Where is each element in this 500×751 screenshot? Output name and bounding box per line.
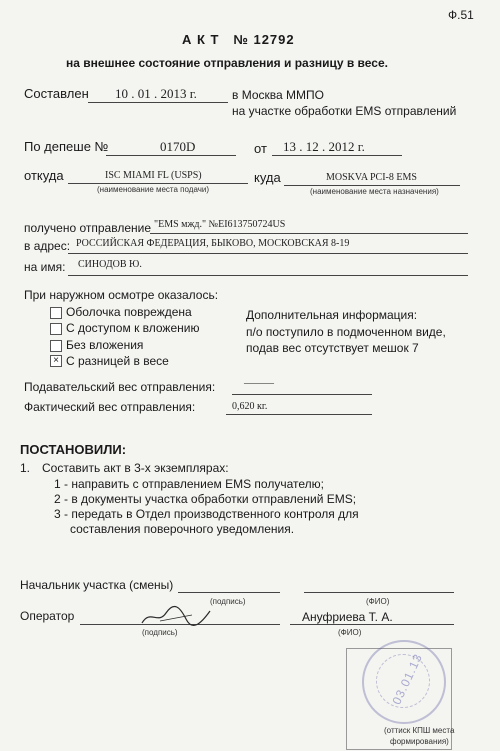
option-empty-label: Без вложения: [66, 338, 144, 352]
declared-weight-label: Подавательский вес отправления:: [24, 380, 216, 394]
address-label: в адрес:: [24, 239, 71, 253]
route-from-value: ISC MIAMI FL (USPS): [105, 170, 202, 181]
dispatch-number: 0170D: [160, 139, 196, 154]
act-number: 12792: [253, 32, 295, 47]
chief-fio-line: [304, 592, 454, 593]
declared-weight-value: ———: [244, 378, 274, 389]
received-line: [150, 233, 468, 234]
route-to-label: куда: [254, 170, 281, 185]
operator-sign-caption: (подпись): [142, 628, 178, 637]
extra-info-line1: п/о поступило в подмоченном виде,: [246, 325, 446, 339]
resolution-item1-num: 1.: [20, 461, 31, 475]
composed-date-line: [88, 102, 228, 103]
route-to-line: [284, 185, 460, 186]
inspection-heading: При наружном осмотре оказалось:: [24, 288, 219, 302]
route-from-label: откуда: [24, 168, 64, 183]
option-weight-diff-label: С разницей в весе: [66, 354, 169, 368]
operator-label: Оператор: [20, 609, 75, 623]
name-line: [68, 275, 468, 276]
received-label: получено отправление: [24, 221, 152, 235]
act-word: А К Т: [182, 32, 220, 47]
route-to-value: MOSKVA PCI-8 EMS: [326, 172, 417, 183]
operator-fio-line: [290, 624, 454, 625]
name-label: на имя:: [24, 260, 66, 274]
resolution-heading: ПОСТАНОВИЛИ:: [20, 442, 127, 457]
actual-weight-line: [226, 414, 372, 415]
dispatch-date: 13 . 12 . 2012 г.: [283, 139, 365, 154]
address-value: РОССИЙСКАЯ ФЕДЕРАЦИЯ, БЫКОВО, МОСКОВСКАЯ 8-19: [76, 238, 350, 249]
resolution-sub1: 1 - направить с отправлением EMS получателю;: [54, 477, 324, 491]
checkbox-damaged[interactable]: [50, 307, 62, 319]
resolution-sub3: 3 - передать в Отдел производственного контроля для: [54, 507, 359, 521]
resolution-sub3b: составления поверочного уведомления.: [70, 522, 295, 536]
stamp-caption-line2: формирования): [390, 737, 449, 746]
dispatch-number-line: [106, 155, 236, 156]
stamp-caption-line1: (оттиск КПШ места: [384, 726, 455, 735]
chief-sign-line: [178, 592, 280, 593]
act-subtitle: на внешнее состояние отправления и разницу в весе.: [66, 56, 388, 70]
checkbox-empty[interactable]: [50, 340, 62, 352]
operator-name: Ануфриева Т. А.: [302, 610, 393, 624]
operator-signature-scribble: [140, 603, 220, 629]
received-value: "EMS мжд." №EI613750724US: [154, 219, 286, 230]
route-to-caption: (наименование места назначения): [310, 187, 439, 196]
declared-weight-line: [232, 394, 372, 395]
name-value: СИНОДОВ Ю.: [78, 259, 142, 270]
extra-info-heading: Дополнительная информация:: [246, 308, 418, 322]
extra-info-line2: подав вес отсутствует мешок 7: [246, 341, 419, 355]
act-no-sign: №: [233, 32, 249, 47]
dispatch-from-label: от: [254, 141, 267, 156]
address-line: [68, 253, 468, 254]
route-from-line: [68, 183, 248, 184]
form-number: Ф.51: [448, 8, 474, 22]
composed-place-line2: на участке обработки EMS отправлений: [232, 104, 457, 118]
resolution-item1: Составить акт в 3-х экземплярах:: [42, 461, 229, 475]
chief-fio-caption: (ФИО): [366, 597, 390, 606]
dispatch-label: По депеше №: [24, 139, 109, 154]
composed-place-line1: в Москва ММПО: [232, 88, 324, 102]
operator-fio-caption: (ФИО): [338, 628, 362, 637]
dispatch-date-line: [272, 155, 402, 156]
chief-sign-caption: (подпись): [210, 597, 246, 606]
checkbox-weight-diff[interactable]: ×: [50, 355, 62, 367]
actual-weight-label: Фактический вес отправления:: [24, 400, 196, 414]
route-from-caption: (наименование места подачи): [97, 185, 210, 194]
actual-weight-value: 0,620 кг.: [232, 401, 268, 412]
postal-stamp-date: 03.01.13: [389, 651, 426, 707]
resolution-sub2: 2 - в документы участка обработки отправлений EMS;: [54, 492, 357, 506]
option-damaged-label: Оболочка повреждена: [66, 305, 192, 319]
checkbox-access[interactable]: [50, 323, 62, 335]
option-access-label: С доступом к вложению: [66, 321, 200, 335]
composed-date: 10 . 01 . 2013 г.: [115, 86, 197, 101]
act-title: [182, 32, 295, 47]
chief-label: Начальник участка (смены): [20, 578, 174, 592]
composed-label: Составлен: [24, 86, 89, 101]
